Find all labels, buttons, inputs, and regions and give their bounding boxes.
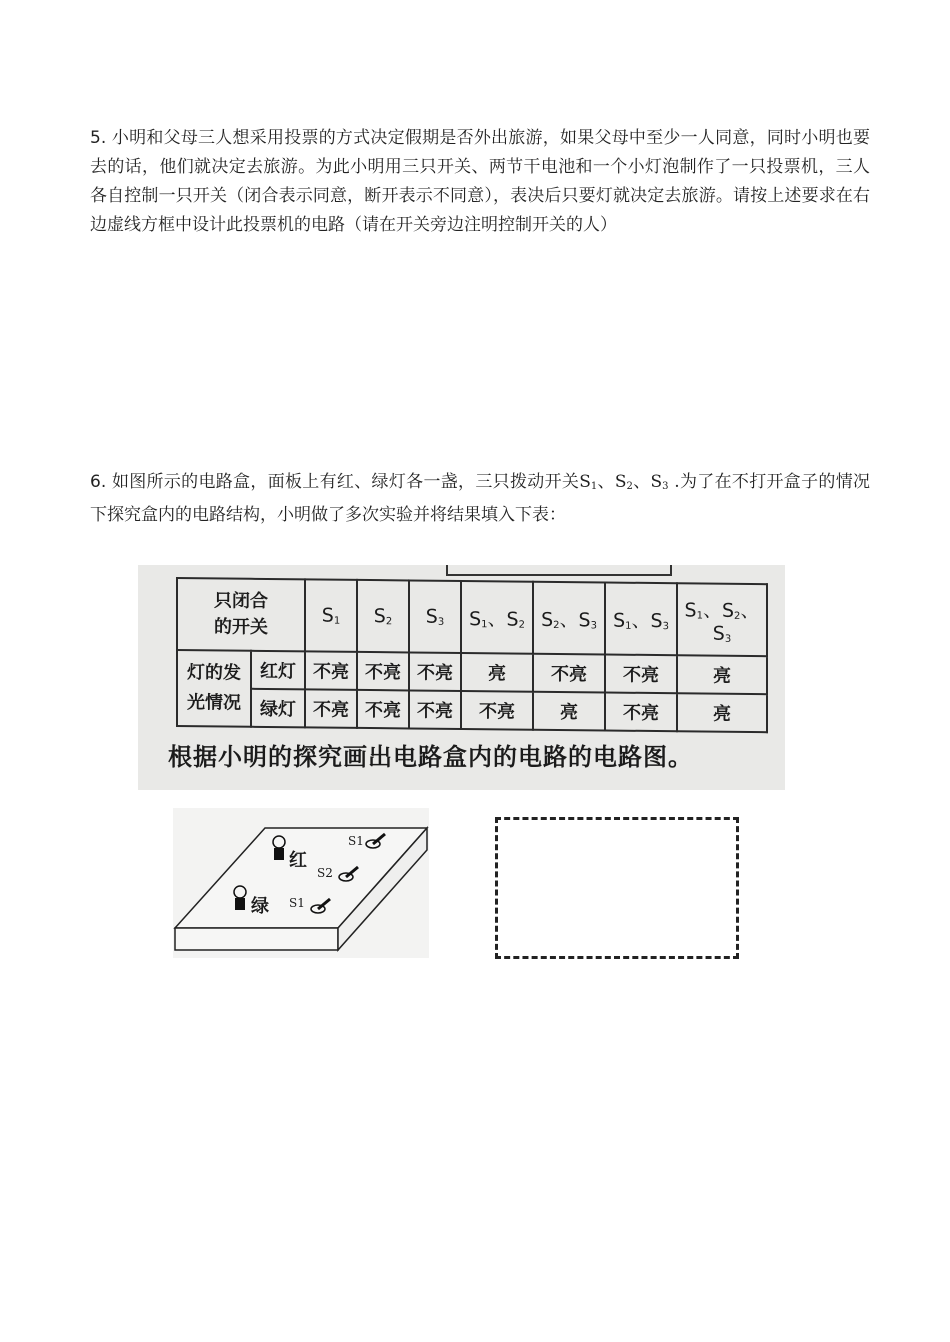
table-cell: 亮	[677, 655, 767, 694]
column-header-s3: $S_3$	[409, 580, 461, 653]
question-6-text-a: 如图所示的电路盒，面板上有红、绿灯各一盏，三只拨动开关	[106, 472, 580, 492]
results-table	[176, 577, 768, 733]
table-cell: 亮	[533, 692, 605, 731]
switch-s2-label: $S_2$	[614, 472, 633, 492]
question-5-text: 小明和父母三人想采用投票的方式决定假期是否外出旅游，如果父母中至少一人同意，同时小明也要去的话，他们就决定去旅游。为此小明用三只开关、两节干电池和一个小灯泡制作了一只投票机，三人各自控制一只开关（闭合表示同意，断开表示不同意），表决后只要灯就决定去旅游。请按上述要求在右边虚线方框中设计此投票机的电路（请在开关旁边注明控制开关的人）	[90, 128, 870, 235]
table-cell: 不亮	[461, 691, 533, 730]
box-edge-decoration	[446, 565, 672, 576]
column-header-s2: $S_2$	[357, 580, 409, 653]
column-header-s1-s3: $S_1$、$S_3$	[605, 582, 677, 655]
table-cell: 亮	[461, 653, 533, 692]
header-closed-switch: 只闭合 的开关	[177, 578, 305, 651]
table-row-red-light	[177, 650, 767, 694]
question-5-number: 5.	[90, 128, 107, 148]
table-cell: 不亮	[305, 651, 357, 690]
question-6-text-b: .为了在不打开盒子的情况下探究盒内的电路结构，小明做了多次实验并将结果填入下表：	[90, 472, 871, 525]
question-6-number: 6.	[90, 472, 107, 492]
table-caption: 根据小明的探究画出电路盒内的电路的电路图。	[168, 742, 693, 771]
switch-label: S1	[289, 896, 305, 910]
switch-s1-label: $S_1$	[579, 472, 598, 492]
circuit-box-figure	[173, 808, 429, 958]
question-5	[90, 124, 870, 240]
table-row-green-light	[177, 688, 767, 732]
table-cell: 不亮	[533, 654, 605, 693]
row-group-light-status: 灯的发 光情况	[177, 650, 251, 727]
answer-dashed-box[interactable]	[495, 817, 739, 959]
red-light-label: 红	[289, 850, 307, 871]
table-cell: 不亮	[357, 652, 409, 691]
column-header-s1: $S_1$	[305, 579, 357, 652]
table-cell: 不亮	[305, 689, 357, 728]
row-label-red-light: 红灯	[251, 651, 305, 690]
table-cell: 亮	[677, 693, 767, 732]
column-header-s1-s2-s3: $S_1$、$S_2$、$S_3$	[677, 583, 767, 656]
column-header-s2-s3: $S_2$、$S_3$	[533, 582, 605, 655]
table-header-row	[177, 578, 767, 656]
results-table-photo	[138, 565, 785, 790]
separator: 、	[632, 472, 651, 492]
switch-label: S1	[348, 834, 364, 848]
table-cell: 不亮	[357, 690, 409, 729]
switch-s3-label: $S_3$	[650, 472, 669, 492]
table-cell: 不亮	[605, 654, 677, 693]
table-cell: 不亮	[409, 690, 461, 729]
green-light-label: 绿	[251, 896, 269, 917]
table-cell: 不亮	[605, 692, 677, 731]
question-6	[90, 468, 870, 530]
table-cell: 不亮	[409, 652, 461, 691]
separator: 、	[597, 472, 615, 492]
row-label-green-light: 绿灯	[251, 689, 305, 728]
switch-label: S2	[317, 866, 333, 880]
column-header-s1-s2: $S_1$、$S_2$	[461, 581, 533, 654]
circuit-box-drawing	[173, 808, 429, 958]
